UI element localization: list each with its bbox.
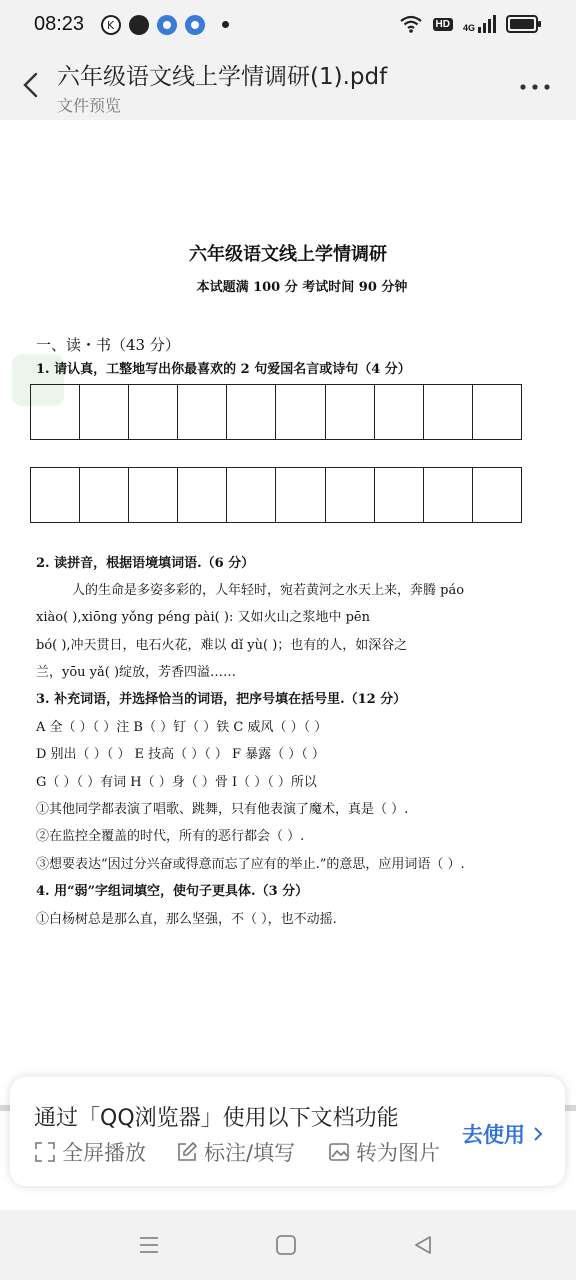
document-title: 六年级语文线上学情调研 xyxy=(189,244,387,265)
wifi-icon xyxy=(399,14,423,34)
app-notification-icon xyxy=(185,15,205,35)
more-notifications-dot-icon xyxy=(222,21,229,28)
app-bar xyxy=(0,50,576,120)
question-4: 4. 用“弱”字组词填空，使句子更具体.（3 分） xyxy=(36,884,309,899)
status-bar xyxy=(0,0,576,50)
pdf-page[interactable] xyxy=(0,120,576,1210)
back-icon[interactable] xyxy=(412,1234,434,1256)
system-nav-bar xyxy=(0,1210,576,1280)
question-3-text: ①其他同学都表演了唱歌、跳舞，只有他表演了魔术，真是（ ）. xyxy=(36,802,409,817)
question-3-text: G（ ）（ ）有词 H（ ）身（ ）骨 I（ ）（ ）所以 xyxy=(36,775,317,790)
file-title: 六年级语文线上学情调研(1).pdf xyxy=(57,64,388,90)
chevron-right-icon xyxy=(533,1126,543,1142)
edit-icon xyxy=(176,1141,198,1163)
convert-to-image-button[interactable] xyxy=(328,1137,440,1167)
annotate-fill-button[interactable] xyxy=(176,1137,295,1167)
question-3: 3. 补充词语，并选择恰当的词语，把序号填在括号里.（12 分） xyxy=(36,692,407,707)
more-options-icon[interactable] xyxy=(520,84,550,90)
question-3-text: ②在监控全覆盖的时代，所有的恶行都会（ ）. xyxy=(36,829,305,844)
signal-icon xyxy=(463,15,496,33)
menu-icon[interactable] xyxy=(138,1234,160,1256)
document-subtitle: 本试题满 100 分 考试时间 90 分钟 xyxy=(196,280,408,295)
app-notification-icon xyxy=(157,15,177,35)
go-use-button[interactable] xyxy=(462,1119,543,1149)
mascot-app-icon xyxy=(129,15,149,35)
question-4-text: ①白杨树总是那么直，那么坚强，不（ ），也不动摇. xyxy=(36,912,337,927)
fullscreen-icon xyxy=(34,1141,56,1163)
question-1: 1. 请认真，工整地写出你最喜欢的 2 句爱国名言或诗句（4 分） xyxy=(36,362,411,377)
qq-browser-banner[interactable] xyxy=(10,1077,565,1186)
question-2-text: 兰，yōu yǎ( )绽放，芳香四溢…… xyxy=(36,665,237,680)
answer-grid xyxy=(30,467,522,523)
fullscreen-play-label: 全屏播放 xyxy=(62,1141,146,1165)
battery-icon xyxy=(506,15,542,33)
question-2: 2. 读拼音，根据语境填词语.（6 分） xyxy=(36,556,255,571)
status-time: 08:23 xyxy=(34,13,85,35)
question-3-text: A 全（ ）（ ）注 B（ ）钉（ ）铁 C 威风（ ）（ ） xyxy=(36,720,328,735)
hd-badge: HD xyxy=(433,18,453,31)
file-preview-label: 文件预览 xyxy=(57,96,122,115)
back-arrow-icon[interactable] xyxy=(16,68,46,102)
network-type: 4G xyxy=(462,23,475,33)
question-3-text: ③想要表达“因过分兴奋或得意而忘了应有的举止.”的意思，应用词语（ ）. xyxy=(36,857,465,872)
question-2-text: xiào( ),xiōng yǒng péng pài( ): 又如火山之浆地中 pēn xyxy=(36,610,370,625)
question-2-text: bó( ),冲天贯日，电石火花，难以 dǐ yù( )；也有的人，如深谷之 xyxy=(36,638,408,653)
question-3-text: D 别出（ ）（ ） E 技高（ ）（ ） F 暴露（ ）（ ） xyxy=(36,747,325,762)
image-icon xyxy=(328,1141,350,1163)
answer-grid xyxy=(30,384,522,440)
status-indicators xyxy=(399,14,542,34)
svg-text:K: K xyxy=(107,19,115,32)
go-use-label: 去使用 xyxy=(462,1123,525,1147)
fullscreen-play-button[interactable] xyxy=(34,1137,146,1167)
banner-title: 通过「QQ浏览器」使用以下文档功能 xyxy=(34,1106,399,1131)
k-app-icon xyxy=(101,15,121,35)
convert-to-image-label: 转为图片 xyxy=(356,1141,440,1165)
section-heading: 一、读・书（43 分） xyxy=(36,336,180,354)
home-icon[interactable] xyxy=(275,1234,297,1256)
annotate-fill-label: 标注/填写 xyxy=(204,1141,296,1165)
question-2-text: 人的生命是多姿多彩的，人年轻时，宛若黄河之水天上来，奔腾 páo xyxy=(72,583,465,598)
